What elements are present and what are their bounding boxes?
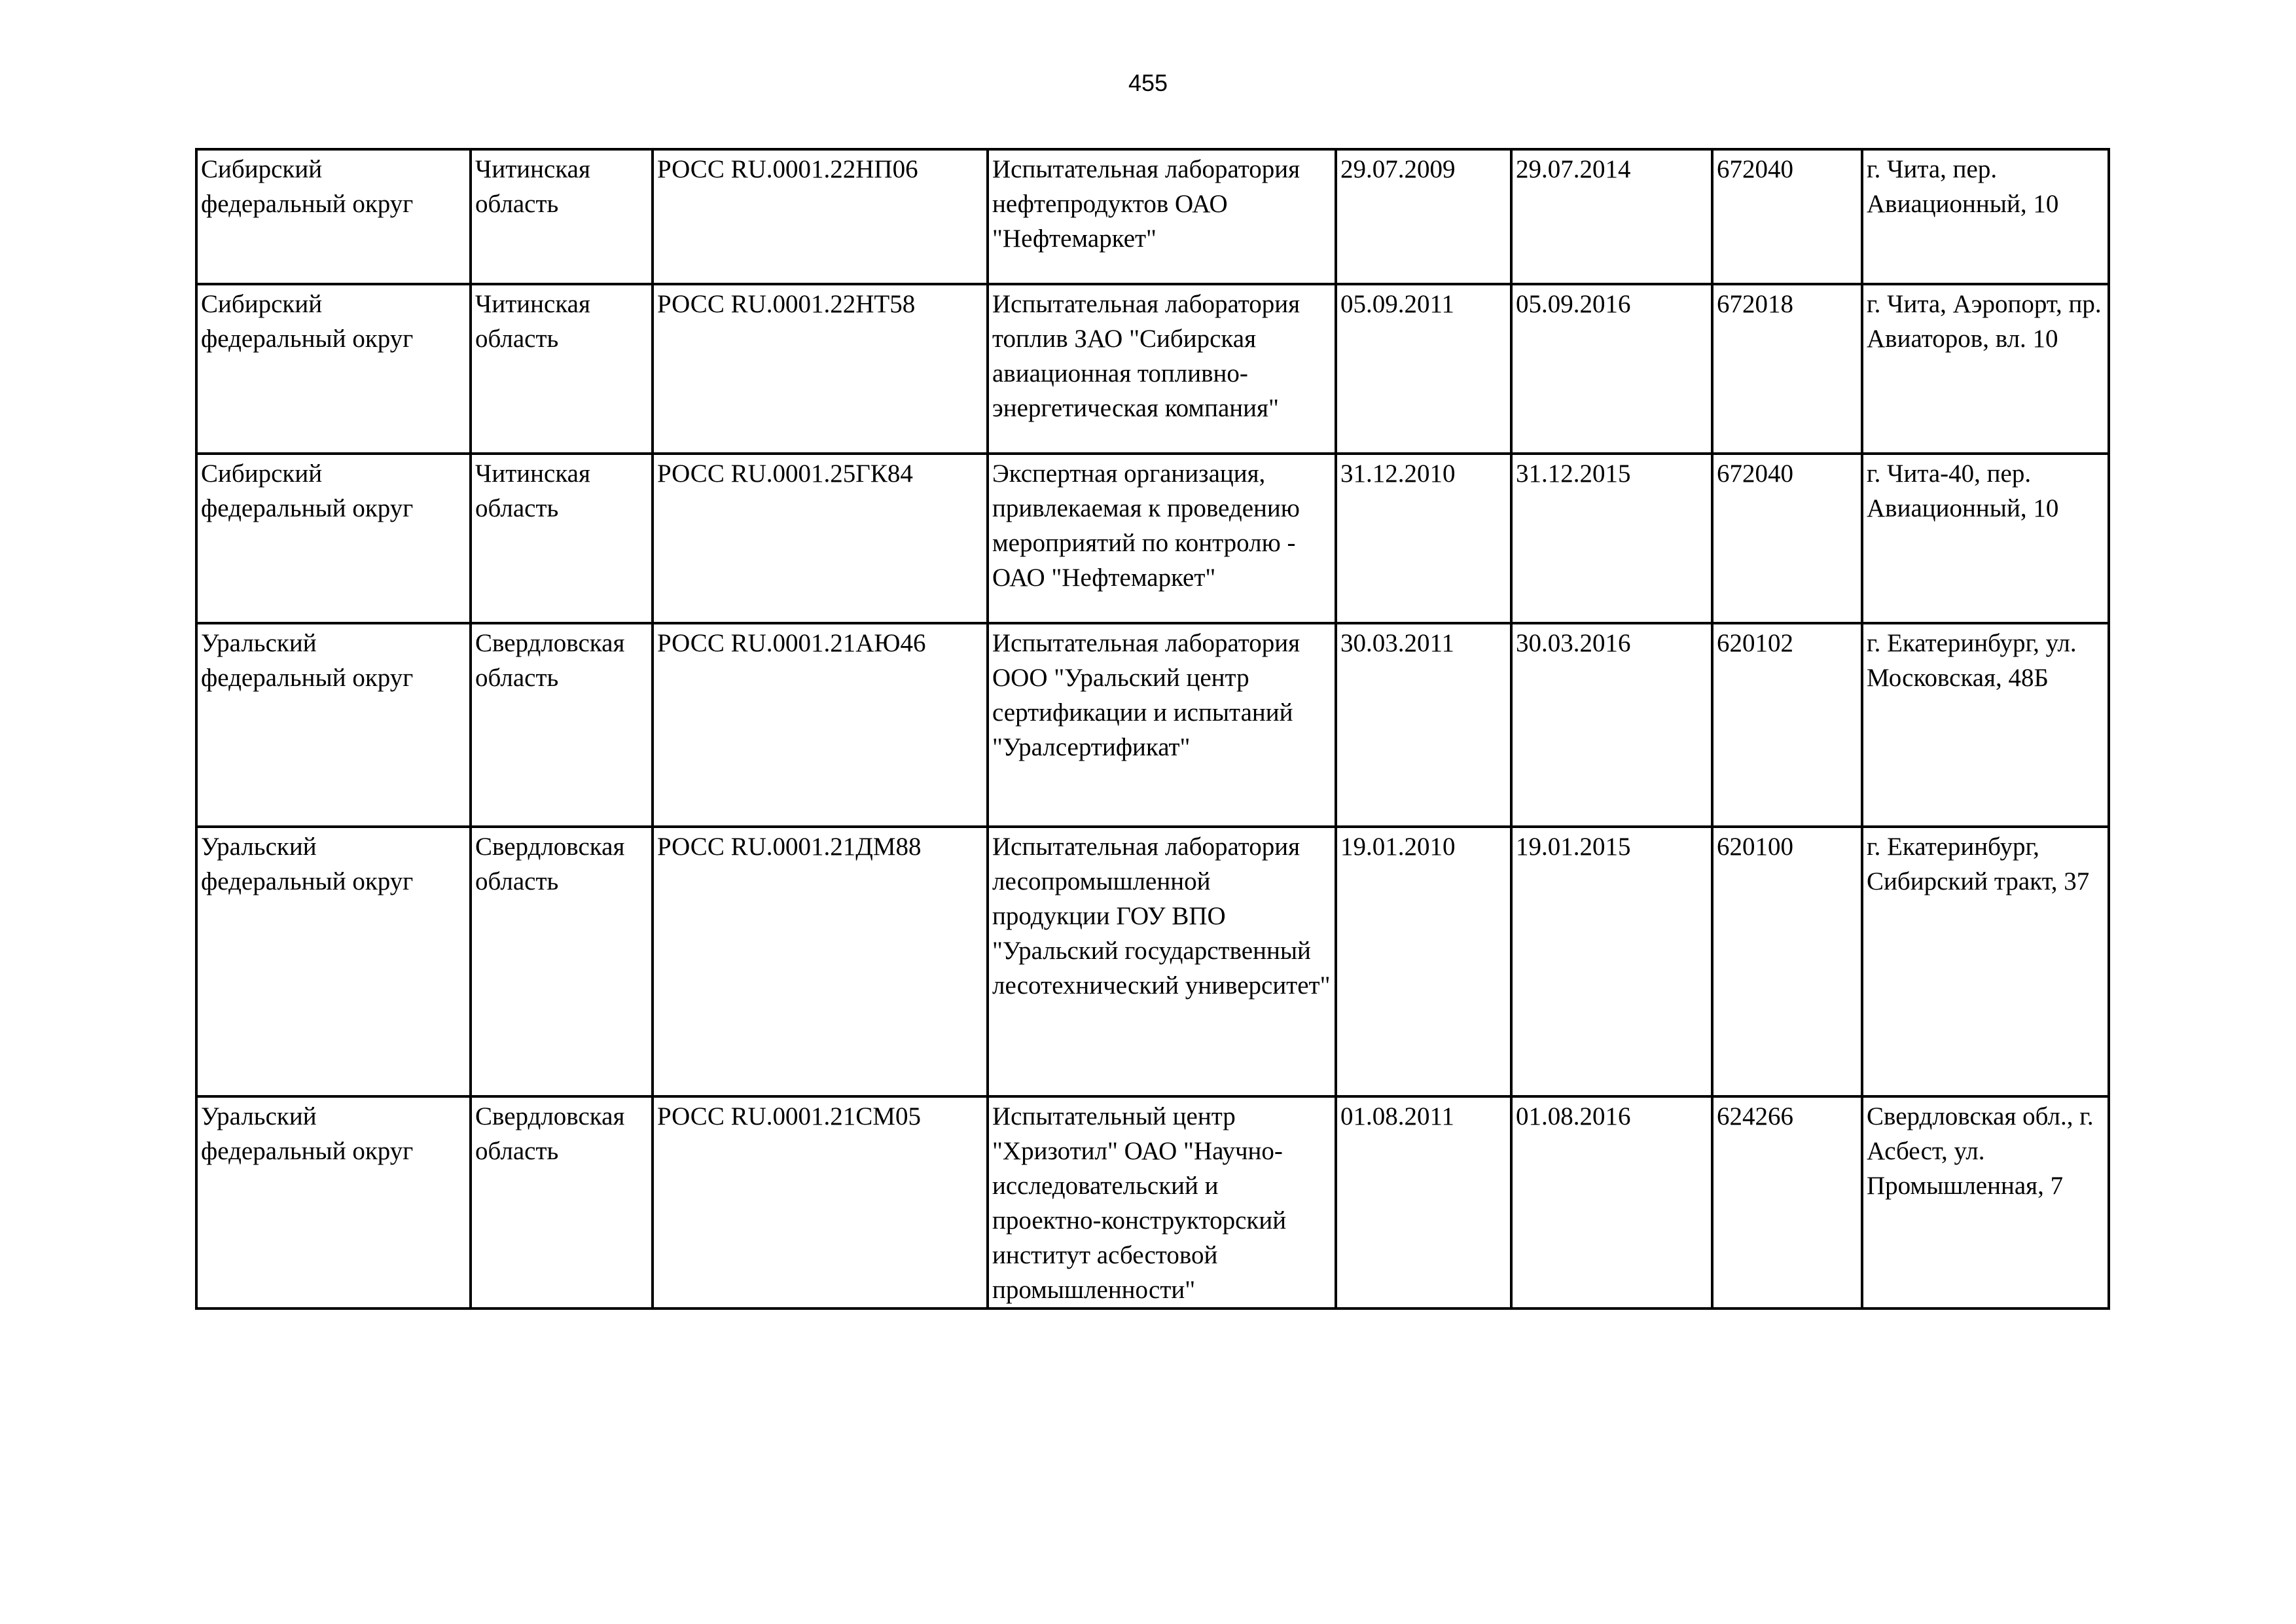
postcode-cell: 672018	[1712, 284, 1862, 454]
region-cell: Свердловская область	[471, 827, 653, 1096]
table-row	[196, 454, 2109, 623]
region-cell: Свердловская область	[471, 1096, 653, 1308]
district-cell: Сибирский федеральный округ	[196, 284, 471, 454]
postcode-cell: 620100	[1712, 827, 1862, 1096]
registry-table	[195, 148, 2110, 1310]
address-cell: Свердловская обл., г. Асбест, ул. Промышленная, 7	[1862, 1096, 2109, 1308]
district-cell: Сибирский федеральный округ	[196, 149, 471, 284]
date-from-cell: 01.08.2011	[1336, 1096, 1511, 1308]
address-cell: г. Екатеринбург, ул. Московская, 48Б	[1862, 623, 2109, 827]
organization-name-cell: Испытательная лаборатория лесопромышленной продукции ГОУ ВПО "Уральский государственный лесотехнический университет"	[988, 827, 1336, 1096]
page-number: 455	[1128, 69, 1168, 96]
address-cell: г. Чита, Аэропорт, пр. Авиаторов, вл. 10	[1862, 284, 2109, 454]
date-to-cell: 01.08.2016	[1511, 1096, 1712, 1308]
date-to-cell: 19.01.2015	[1511, 827, 1712, 1096]
organization-name-cell: Испытательная лаборатория топлив ЗАО "Сибирская авиационная топливно-энергетическая компания"	[988, 284, 1336, 454]
postcode-cell: 672040	[1712, 454, 1862, 623]
reg-number-cell: РОСС RU.0001.21СМ05	[653, 1096, 988, 1308]
organization-name-cell: Экспертная организация, привлекаемая к проведению мероприятий по контролю - ОАО "Нефтемаркет"	[988, 454, 1336, 623]
region-cell: Читинская область	[471, 149, 653, 284]
table-row	[196, 827, 2109, 1096]
date-to-cell: 05.09.2016	[1511, 284, 1712, 454]
organization-name-cell: Испытательная лаборатория ООО "Уральский центр сертификации и испытаний "Уралсертификат"	[988, 623, 1336, 827]
organization-name-cell: Испытательная лаборатория нефтепродуктов ОАО "Нефтемаркет"	[988, 149, 1336, 284]
table-row	[196, 284, 2109, 454]
address-cell: г. Чита, пер. Авиационный, 10	[1862, 149, 2109, 284]
region-cell: Читинская область	[471, 284, 653, 454]
date-from-cell: 29.07.2009	[1336, 149, 1511, 284]
region-cell: Читинская область	[471, 454, 653, 623]
date-from-cell: 19.01.2010	[1336, 827, 1511, 1096]
table-row	[196, 623, 2109, 827]
table-row	[196, 149, 2109, 284]
reg-number-cell: РОСС RU.0001.21АЮ46	[653, 623, 988, 827]
region-cell: Свердловская область	[471, 623, 653, 827]
date-from-cell: 30.03.2011	[1336, 623, 1511, 827]
date-to-cell: 30.03.2016	[1511, 623, 1712, 827]
reg-number-cell: РОСС RU.0001.21ДМ88	[653, 827, 988, 1096]
district-cell: Уральский федеральный округ	[196, 1096, 471, 1308]
date-from-cell: 05.09.2011	[1336, 284, 1511, 454]
reg-number-cell: РОСС RU.0001.22НТ58	[653, 284, 988, 454]
district-cell: Уральский федеральный округ	[196, 623, 471, 827]
date-from-cell: 31.12.2010	[1336, 454, 1511, 623]
address-cell: г. Чита-40, пер. Авиационный, 10	[1862, 454, 2109, 623]
district-cell: Уральский федеральный округ	[196, 827, 471, 1096]
postcode-cell: 624266	[1712, 1096, 1862, 1308]
table-row	[196, 1096, 2109, 1308]
date-to-cell: 29.07.2014	[1511, 149, 1712, 284]
reg-number-cell: РОСС RU.0001.25ГК84	[653, 454, 988, 623]
reg-number-cell: РОСС RU.0001.22НП06	[653, 149, 988, 284]
district-cell: Сибирский федеральный округ	[196, 454, 471, 623]
date-to-cell: 31.12.2015	[1511, 454, 1712, 623]
postcode-cell: 672040	[1712, 149, 1862, 284]
address-cell: г. Екатеринбург, Сибирский тракт, 37	[1862, 827, 2109, 1096]
postcode-cell: 620102	[1712, 623, 1862, 827]
organization-name-cell: Испытательный центр "Хризотил" ОАО "Научно-исследовательский и проектно-конструкторский институт асбестовой промышленности"	[988, 1096, 1336, 1308]
